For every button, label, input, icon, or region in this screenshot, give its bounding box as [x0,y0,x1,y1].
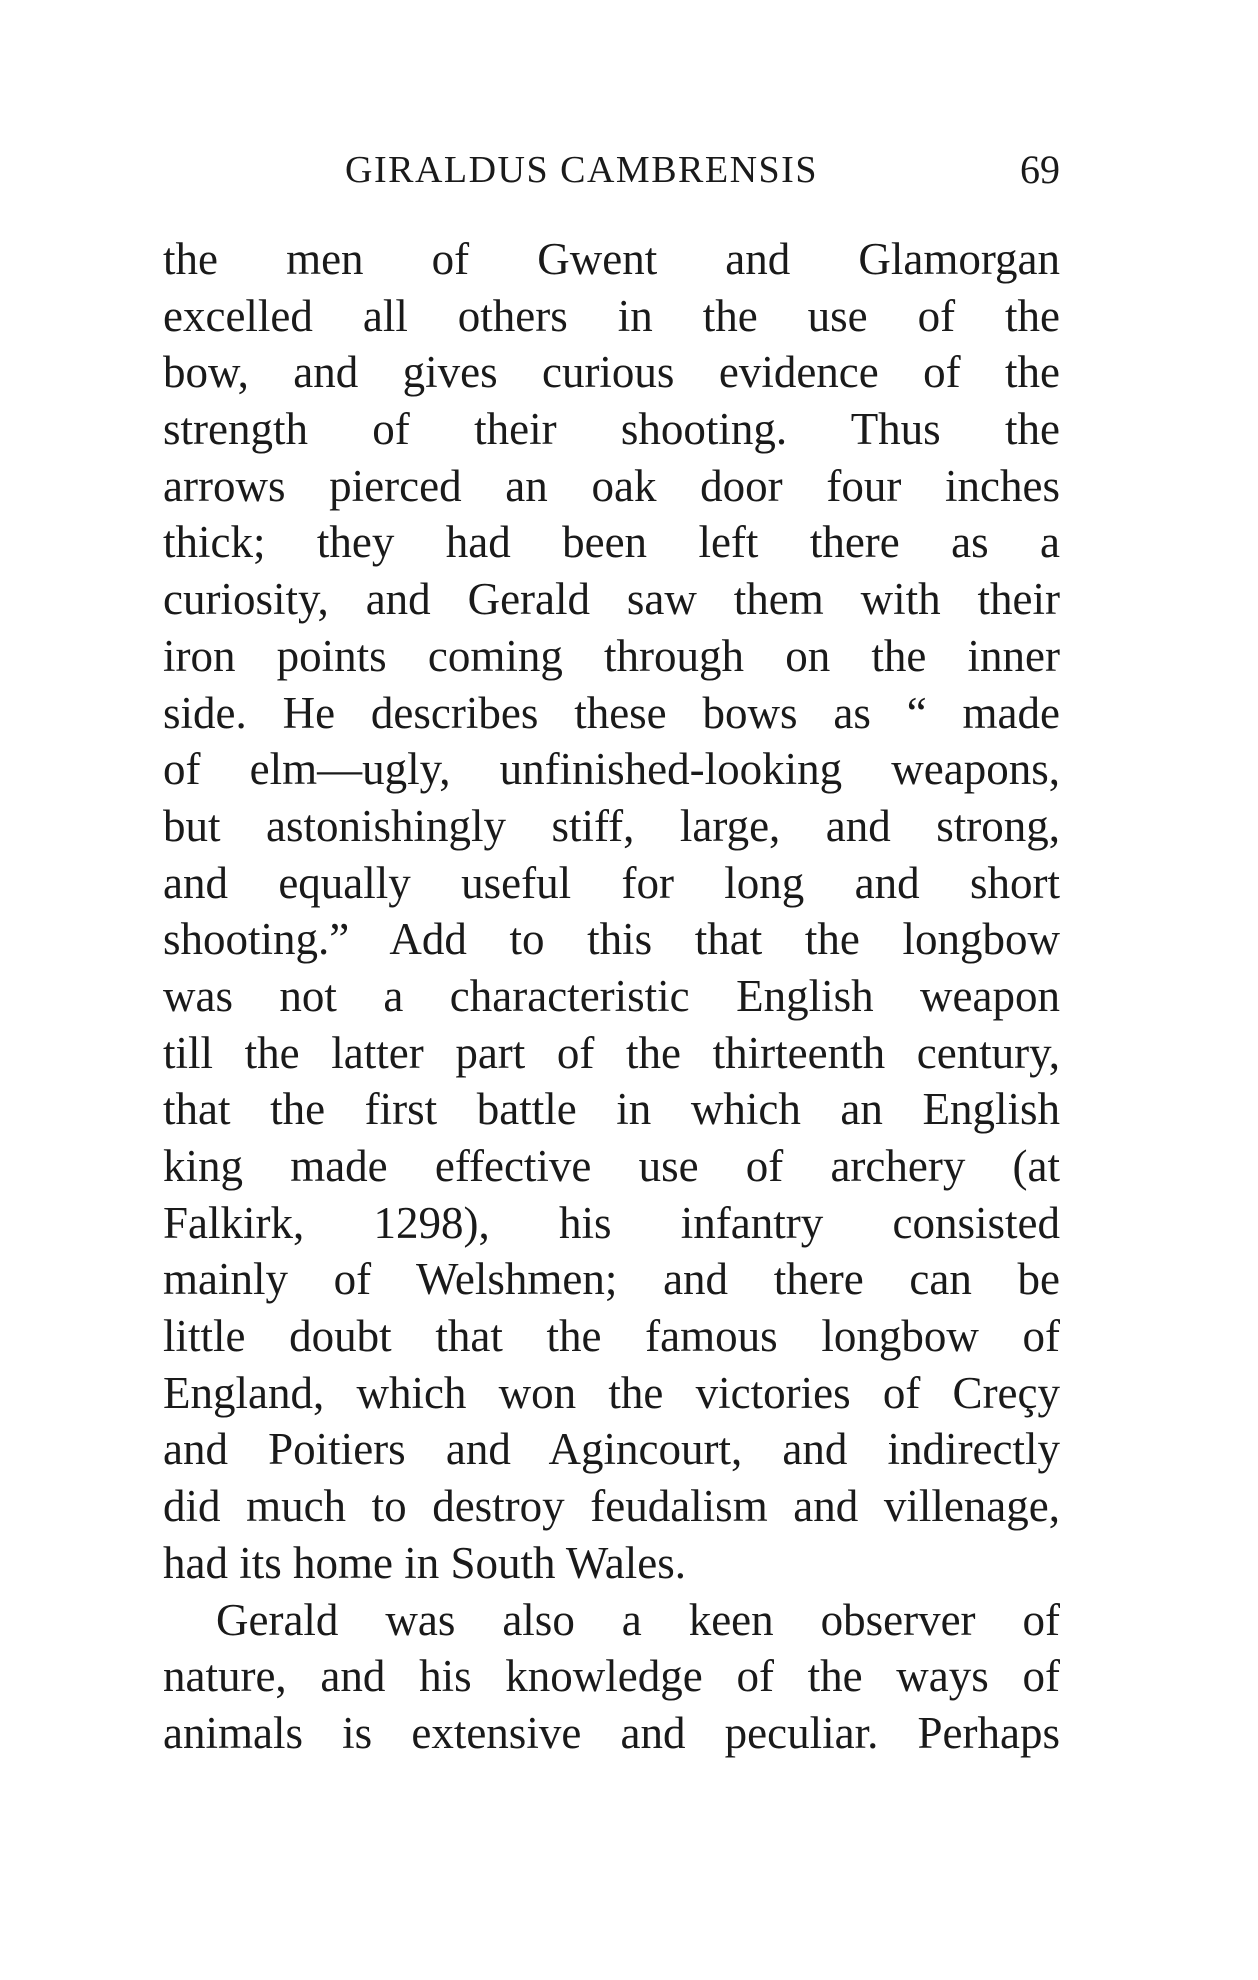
text-line: of elm—ugly, unfinished-looking weapons, [163,744,1060,795]
text-line: side. He describes these bows as “ made [163,687,1060,738]
running-title: GIRALDUS CAMBRENSIS [345,149,818,191]
text-line: and equally useful for long and short [163,857,1060,908]
paragraph-1 [163,231,1060,1592]
text-line: king made effective use of archery (at [163,1141,1060,1191]
text-line: little doubt that the famous longbow of [163,1311,1060,1362]
text-line: curiosity, and Gerald saw them with their [163,574,1060,625]
text-line: till the latter part of the thirteenth century, [163,1027,1060,1078]
text-line: strength of their shooting. Thus the [163,404,1060,455]
text-line: bow, and gives curious evidence of the [163,347,1060,398]
text-line: had its home in South Wales. [163,1537,687,1588]
text-line: nature, and his knowledge of the ways of [163,1651,1060,1702]
page-number: 69 [1020,147,1060,192]
text-line: but astonishingly stiff, large, and strong, [163,800,1060,851]
text-line: England, which won the victories of Creçy [163,1367,1060,1418]
text-line: mainly of Welshmen; and there can be [163,1254,1060,1305]
body-text [163,231,1060,1762]
text-line: that the first battle in which an English [163,1084,1060,1135]
running-head [163,145,1060,195]
text-line: Gerald was also a keen observer of [216,1594,1060,1645]
text-line: shooting.” Add to this that the longbow [163,914,1060,965]
text-line: was not a characteristic English weapon [163,970,1060,1021]
text-line: did much to destroy feudalism and villenage, [163,1481,1060,1532]
text-line: arrows pierced an oak door four inches [163,460,1060,511]
text-line: excelled all others in the use of the [163,290,1060,341]
text-line: Falkirk, 1298), his infantry consisted [163,1197,1060,1248]
text-line: thick; they had been left there as a [163,517,1060,568]
paragraph-2 [163,1592,1060,1762]
text-line: animals is extensive and peculiar. Perhaps [163,1707,1060,1758]
text-line: and Poitiers and Agincourt, and indirectly [163,1424,1060,1475]
text-line: the men of Gwent and Glamorgan [163,234,1060,284]
text-line: iron points coming through on the inner [163,630,1060,681]
